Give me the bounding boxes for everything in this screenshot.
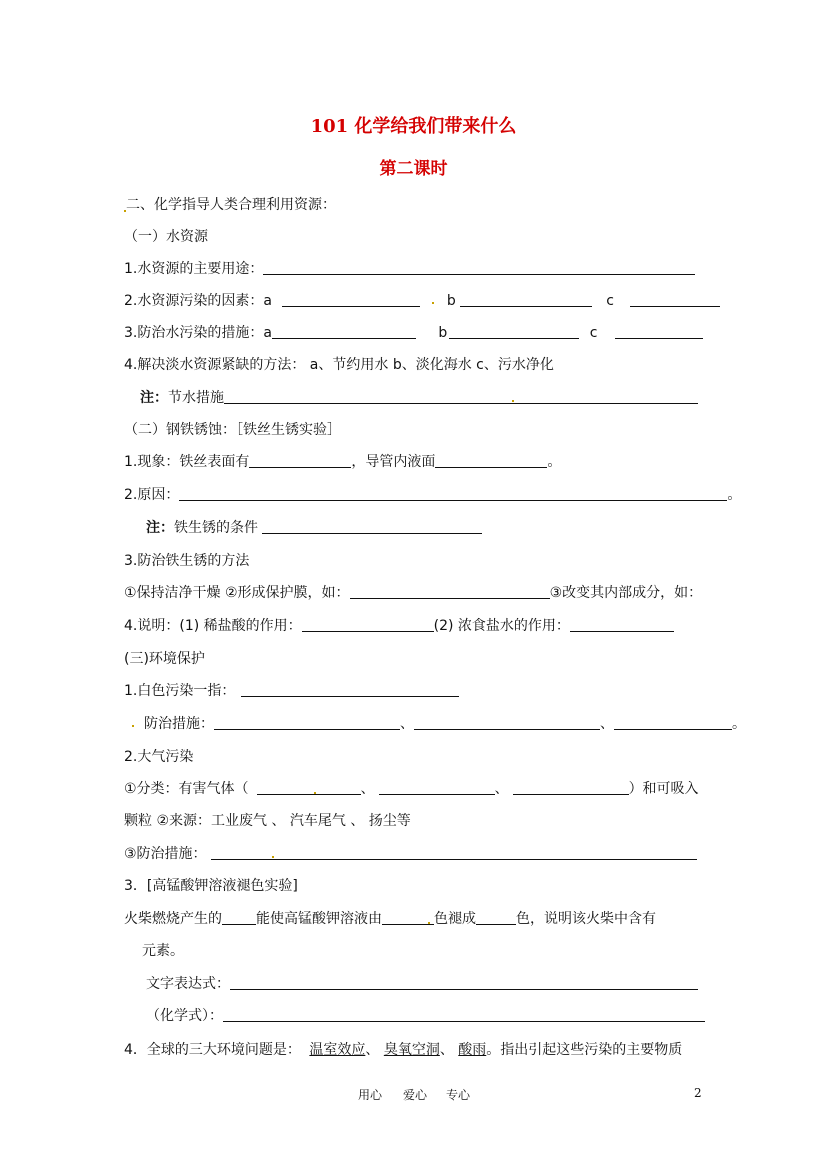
rust-q2 bbox=[124, 484, 741, 506]
answer-blank[interactable] bbox=[302, 615, 434, 632]
speck-mark bbox=[132, 725, 134, 727]
rust-methods-a: ①保持洁净干燥 ②形成保护膜，如： bbox=[124, 585, 350, 601]
answer-blank[interactable] bbox=[382, 908, 434, 925]
answer-blank[interactable] bbox=[179, 484, 727, 501]
prevent-label: ③防治措施： bbox=[124, 846, 207, 862]
separator: 、 bbox=[365, 1042, 380, 1058]
footer-word-2: 爱心 bbox=[403, 1088, 428, 1102]
page-subtitle: 第二课时 bbox=[379, 159, 448, 179]
answer-blank-c[interactable] bbox=[615, 322, 703, 339]
answer-blank[interactable] bbox=[614, 713, 732, 730]
answer-blank[interactable] bbox=[214, 713, 400, 730]
env-q2: 2.大气污染 bbox=[124, 749, 194, 765]
answer-blank[interactable] bbox=[223, 1005, 705, 1022]
problem-acid-rain: 酸雨 bbox=[458, 1042, 487, 1058]
classify-end: ）和可吸入 bbox=[628, 781, 699, 797]
speck-mark bbox=[512, 400, 514, 402]
water-q1-label: 1.水资源的主要用途： bbox=[124, 261, 264, 277]
answer-blank[interactable] bbox=[570, 615, 674, 632]
water-note bbox=[140, 387, 698, 409]
water-q2 bbox=[124, 290, 720, 312]
classify-label: ①分类：有害气体（ bbox=[124, 781, 249, 797]
word-equation bbox=[146, 973, 698, 995]
rust-q1 bbox=[124, 451, 561, 473]
problem-ozone: 臭氧空洞 bbox=[383, 1042, 440, 1058]
speck-mark bbox=[272, 856, 274, 858]
water-q4: 4.解决淡水资源紧缺的方法： a、节约用水 b、淡化海水 c、污水净化 bbox=[124, 357, 554, 373]
rust-note bbox=[146, 517, 482, 539]
note-text: 铁生锈的条件 bbox=[174, 520, 258, 536]
problem-greenhouse: 温室效应 bbox=[309, 1042, 366, 1058]
answer-blank-b[interactable] bbox=[449, 322, 579, 339]
water-q2-label: 2.水资源污染的因素：a bbox=[124, 293, 272, 309]
env-prevent bbox=[124, 843, 697, 865]
answer-blank[interactable] bbox=[513, 778, 629, 795]
separator: 、 bbox=[400, 716, 414, 732]
match-text-d: 色，说明该火柴中含有 bbox=[516, 911, 656, 927]
env-q4 bbox=[124, 1039, 682, 1061]
env-heading: (三)环境保护 bbox=[124, 651, 205, 667]
rust-q1-mid: ，导管内液面 bbox=[351, 454, 436, 470]
option-b-label: b bbox=[446, 293, 456, 309]
speck-mark bbox=[124, 210, 126, 212]
page-number: 2 bbox=[694, 1086, 702, 1100]
note-label: 注： bbox=[140, 390, 168, 406]
match-element: 元素。 bbox=[142, 943, 184, 959]
footer-word-3: 专心 bbox=[446, 1088, 471, 1102]
rust-q4 bbox=[124, 615, 674, 637]
answer-blank[interactable] bbox=[224, 387, 698, 404]
speck-mark bbox=[432, 302, 434, 304]
env-q1 bbox=[124, 680, 459, 702]
separator: 、 bbox=[494, 781, 509, 797]
answer-blank[interactable] bbox=[262, 517, 482, 534]
note-text: 节水措施 bbox=[168, 390, 224, 406]
match-sentence bbox=[124, 908, 656, 930]
separator: 、 bbox=[360, 781, 375, 797]
chem-eq-label: （化学式）： bbox=[146, 1008, 223, 1024]
word-eq-label: 文字表达式： bbox=[146, 976, 230, 992]
water-q3 bbox=[124, 322, 703, 344]
rust-q1-label: 1.现象：铁丝表面有 bbox=[124, 454, 250, 470]
answer-blank[interactable] bbox=[241, 680, 459, 697]
rust-heading: （二）钢铁锈蚀：［铁丝生锈实验］ bbox=[124, 422, 341, 438]
section-heading: 二、化学指导人类合理利用资源： bbox=[126, 197, 336, 213]
answer-blank[interactable] bbox=[350, 582, 550, 599]
answer-blank[interactable] bbox=[379, 778, 495, 795]
option-c-label: c bbox=[606, 293, 614, 309]
answer-blank[interactable] bbox=[476, 908, 516, 925]
water-heading: （一）水资源 bbox=[124, 229, 208, 245]
answer-blank[interactable] bbox=[263, 258, 695, 275]
answer-blank[interactable] bbox=[435, 451, 547, 468]
q4-label: 4．全球的三大环境问题是： bbox=[124, 1042, 301, 1058]
match-text-a: 火柴燃烧产生的 bbox=[124, 911, 222, 927]
env-classify bbox=[124, 778, 699, 800]
answer-blank[interactable] bbox=[230, 973, 698, 990]
measures-label: 防治措施： bbox=[144, 716, 214, 732]
rust-q1-end: 。 bbox=[547, 454, 562, 470]
note-label: 注： bbox=[146, 520, 174, 536]
rust-q2-label: 2.原因： bbox=[124, 487, 180, 503]
match-text-c: 色褪成 bbox=[434, 911, 476, 927]
env-q1-label: 1.白色污染一指： bbox=[124, 683, 236, 699]
speck-mark bbox=[428, 922, 430, 924]
separator: 、 bbox=[439, 1042, 454, 1058]
answer-blank[interactable] bbox=[211, 843, 697, 860]
answer-blank[interactable] bbox=[222, 908, 256, 925]
answer-blank[interactable] bbox=[249, 451, 351, 468]
answer-blank-b[interactable] bbox=[460, 290, 592, 307]
answer-blank-a[interactable] bbox=[282, 290, 420, 307]
env-q3: 3．[高锰酸钾溶液褪色实验] bbox=[124, 878, 298, 894]
speck-mark bbox=[314, 792, 316, 794]
sentence-end: 。 bbox=[732, 716, 746, 732]
answer-blank[interactable] bbox=[414, 713, 600, 730]
option-c-label: c bbox=[589, 325, 598, 341]
env-measures bbox=[144, 713, 746, 735]
separator: 、 bbox=[600, 716, 614, 732]
rust-q3: 3.防治铁生锈的方法 bbox=[124, 553, 250, 569]
env-particles: 颗粒 ②来源：工业废气 、 汽车尾气 、 扬尘等 bbox=[124, 813, 411, 829]
water-q3-label: 3.防治水污染的措施：a bbox=[124, 325, 272, 341]
water-q1 bbox=[124, 258, 695, 280]
q4-tail: 。指出引起这些污染的主要物质 bbox=[486, 1042, 683, 1058]
chem-equation bbox=[146, 1005, 705, 1027]
option-b-label: b bbox=[438, 325, 448, 341]
answer-blank-a[interactable] bbox=[272, 322, 416, 339]
rust-q2-end: 。 bbox=[727, 487, 742, 503]
rust-methods-b: ③改变其内部成分，如： bbox=[549, 585, 703, 601]
rust-methods bbox=[124, 582, 702, 604]
footer-word-1: 用心 bbox=[358, 1088, 383, 1102]
match-text-b: 能使高锰酸钾溶液由 bbox=[256, 911, 382, 927]
answer-blank[interactable] bbox=[257, 778, 361, 795]
answer-blank-c[interactable] bbox=[630, 290, 720, 307]
page-title: 101 化学给我们带来什么 bbox=[310, 116, 517, 137]
rust-q4-b: (2) 浓食盐水的作用： bbox=[433, 618, 570, 634]
rust-q4-a: 4.说明：(1) 稀盐酸的作用： bbox=[124, 618, 302, 634]
